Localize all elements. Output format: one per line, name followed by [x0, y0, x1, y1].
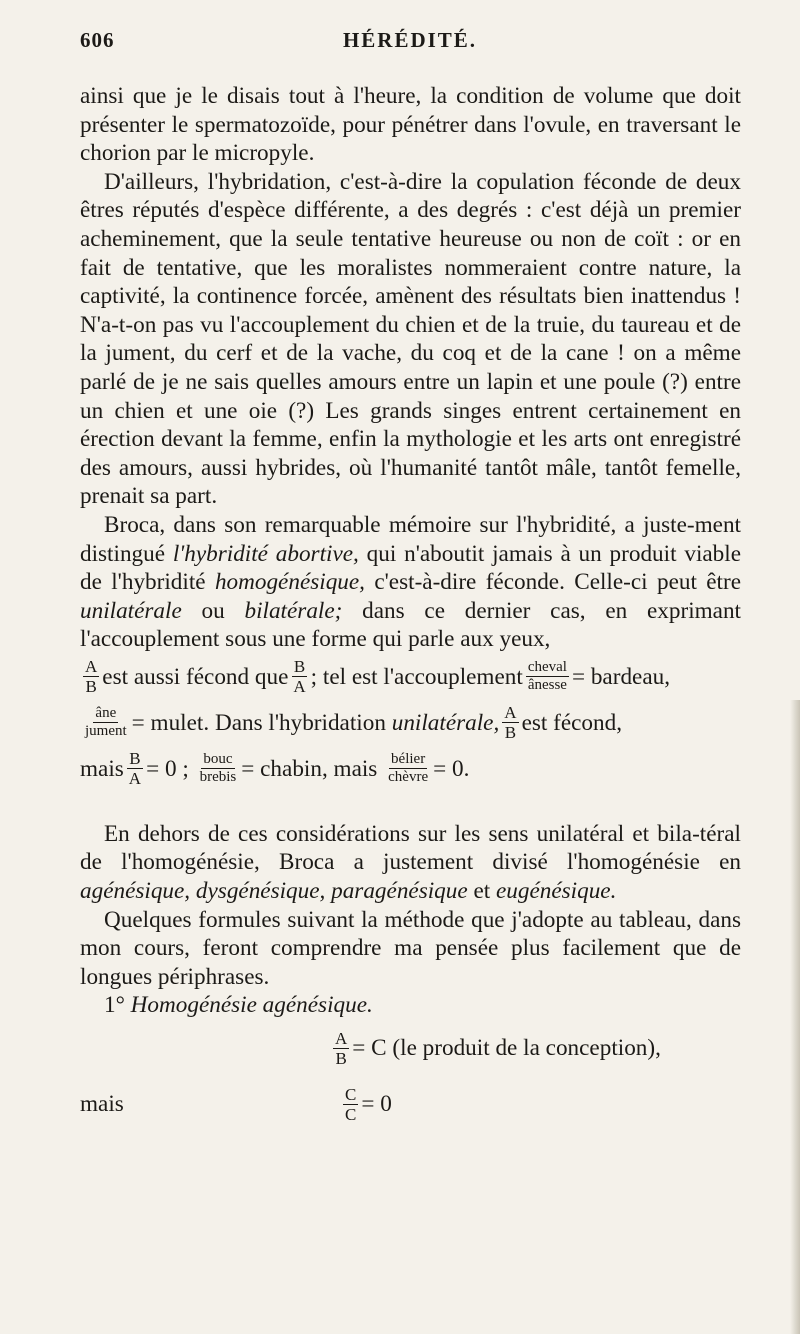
fraction-cheval-anesse: $\frac{\text{cheval}}{\text{ânesse}}$ [527, 659, 567, 694]
fraction-b-over-a: $\frac{B}{A}$ [293, 657, 306, 697]
paragraph-5: Quelques formules suivant la méthode que j'adopte au tableau, dans mon cours, feront comprendre ma pensée plus facilement que de longues périphrases. [80, 906, 741, 990]
fraction-belier-chevre: $\frac{\text{bélier}}{\text{chèvre}}$ [388, 751, 429, 786]
paragraph-4: En dehors de ces considérations sur les sens unilatéral et bila-téral de l'homogénésie, Broca a justement divisé l'homogénésie en agénésique, dysgénésique, paragénésique et eugénésique. [80, 820, 741, 905]
fraction-c-over-c: $\frac{C}{C}$ [345, 1084, 357, 1124]
formula-c-over-c: mais $\frac{C}{C}$ = 0 [80, 1084, 392, 1124]
equation-line-2: $\frac{\text{âne}}{\text{jument}}$ = mulet. Dans l'hybridation unilatérale, $\frac{A}{B}$ est fécond, [85, 703, 623, 743]
fraction-a-over-b-2: $\frac{A}{B}$ [504, 703, 517, 743]
paragraph-3: Broca, dans son remarquable mémoire sur l'hybridité, a juste-ment distingué l'hybridité abortive, qui n'aboutit jamais à un produit viable de l'hybridité homogénésique, c'est-à-dire féconde. Celle-ci peut être unilatérale ou bilatérale; dans ce dernier cas, en exprimant l'accouplement sous une forme qui parle aux yeux, [80, 511, 742, 653]
fraction-bouc-brebis: $\frac{\text{bouc}}{\text{brebis}}$ [199, 751, 237, 786]
fraction-a-over-b-3: $\frac{A}{B}$ [335, 1028, 348, 1068]
page-number: 606 [80, 28, 115, 52]
equation-line-1: $\frac{A}{B}$ est aussi fécond que $\frac{B}{A}$ ; tel est l'accouplement $\frac{\text{cheval}}{\text{ânesse}}$ = bardeau, [85, 657, 671, 697]
page-body [80, 82, 741, 1132]
formula-product-of-conception: $\frac{A}{B}$ = C (le produit de la conception), [335, 1028, 661, 1068]
paragraph-1: ainsi que je le disais tout à l'heure, la condition de volume que doit présenter le spermatozoïde, pour pénétrer dans l'ovule, en traversant le chorion par le micropyle. [80, 83, 741, 167]
page-edge-shadow [790, 700, 800, 1334]
paragraph-2: D'ailleurs, l'hybridation, c'est-à-dire la copulation féconde de deux êtres réputés d'espèce différente, a des degrés : c'est déjà un premier acheminement, que la seule tentative heureuse ou non de coït : or en fait de tentative, que les moralistes nommeraient contre nature, la captivité, la continence forcée, amènent des résultats bien inattendus ! N'a-t-on pas vu l'accouplement du chien et de la truie, du taureau et de la jument, du cerf et de la vache, du coq et de la cane ! on a même parlé de je ne sais quelles amours entre un lapin et une poule (?) entre un chien et une oie (?) Les grands singes entrent certainement en érection devant la femme, enfin la mythologie et les arts ont enregistré des amours, aussi hybrides, où l'humanité tantôt mâle, tantôt femelle, prenait sa part. [80, 168, 741, 510]
page-header [80, 28, 740, 58]
section-heading: 1° Homogénésie agénésique. [104, 992, 373, 1019]
fraction-b-over-a-2: $\frac{B}{A}$ [128, 749, 142, 789]
fraction-ane-jument: $\frac{\text{âne}}{\text{jument}}$ [85, 705, 127, 740]
running-title: HÉRÉDITÉ. [342, 28, 478, 52]
fraction-a-over-b: $\frac{A}{B}$ [85, 657, 98, 697]
equation-line-3: mais $\frac{B}{A}$ = 0 ; $\frac{\text{bouc}}{\text{brebis}}$ = chabin, mais $\frac{\text{bélier}}{\text{chèvre}}$ = 0. [80, 749, 470, 789]
